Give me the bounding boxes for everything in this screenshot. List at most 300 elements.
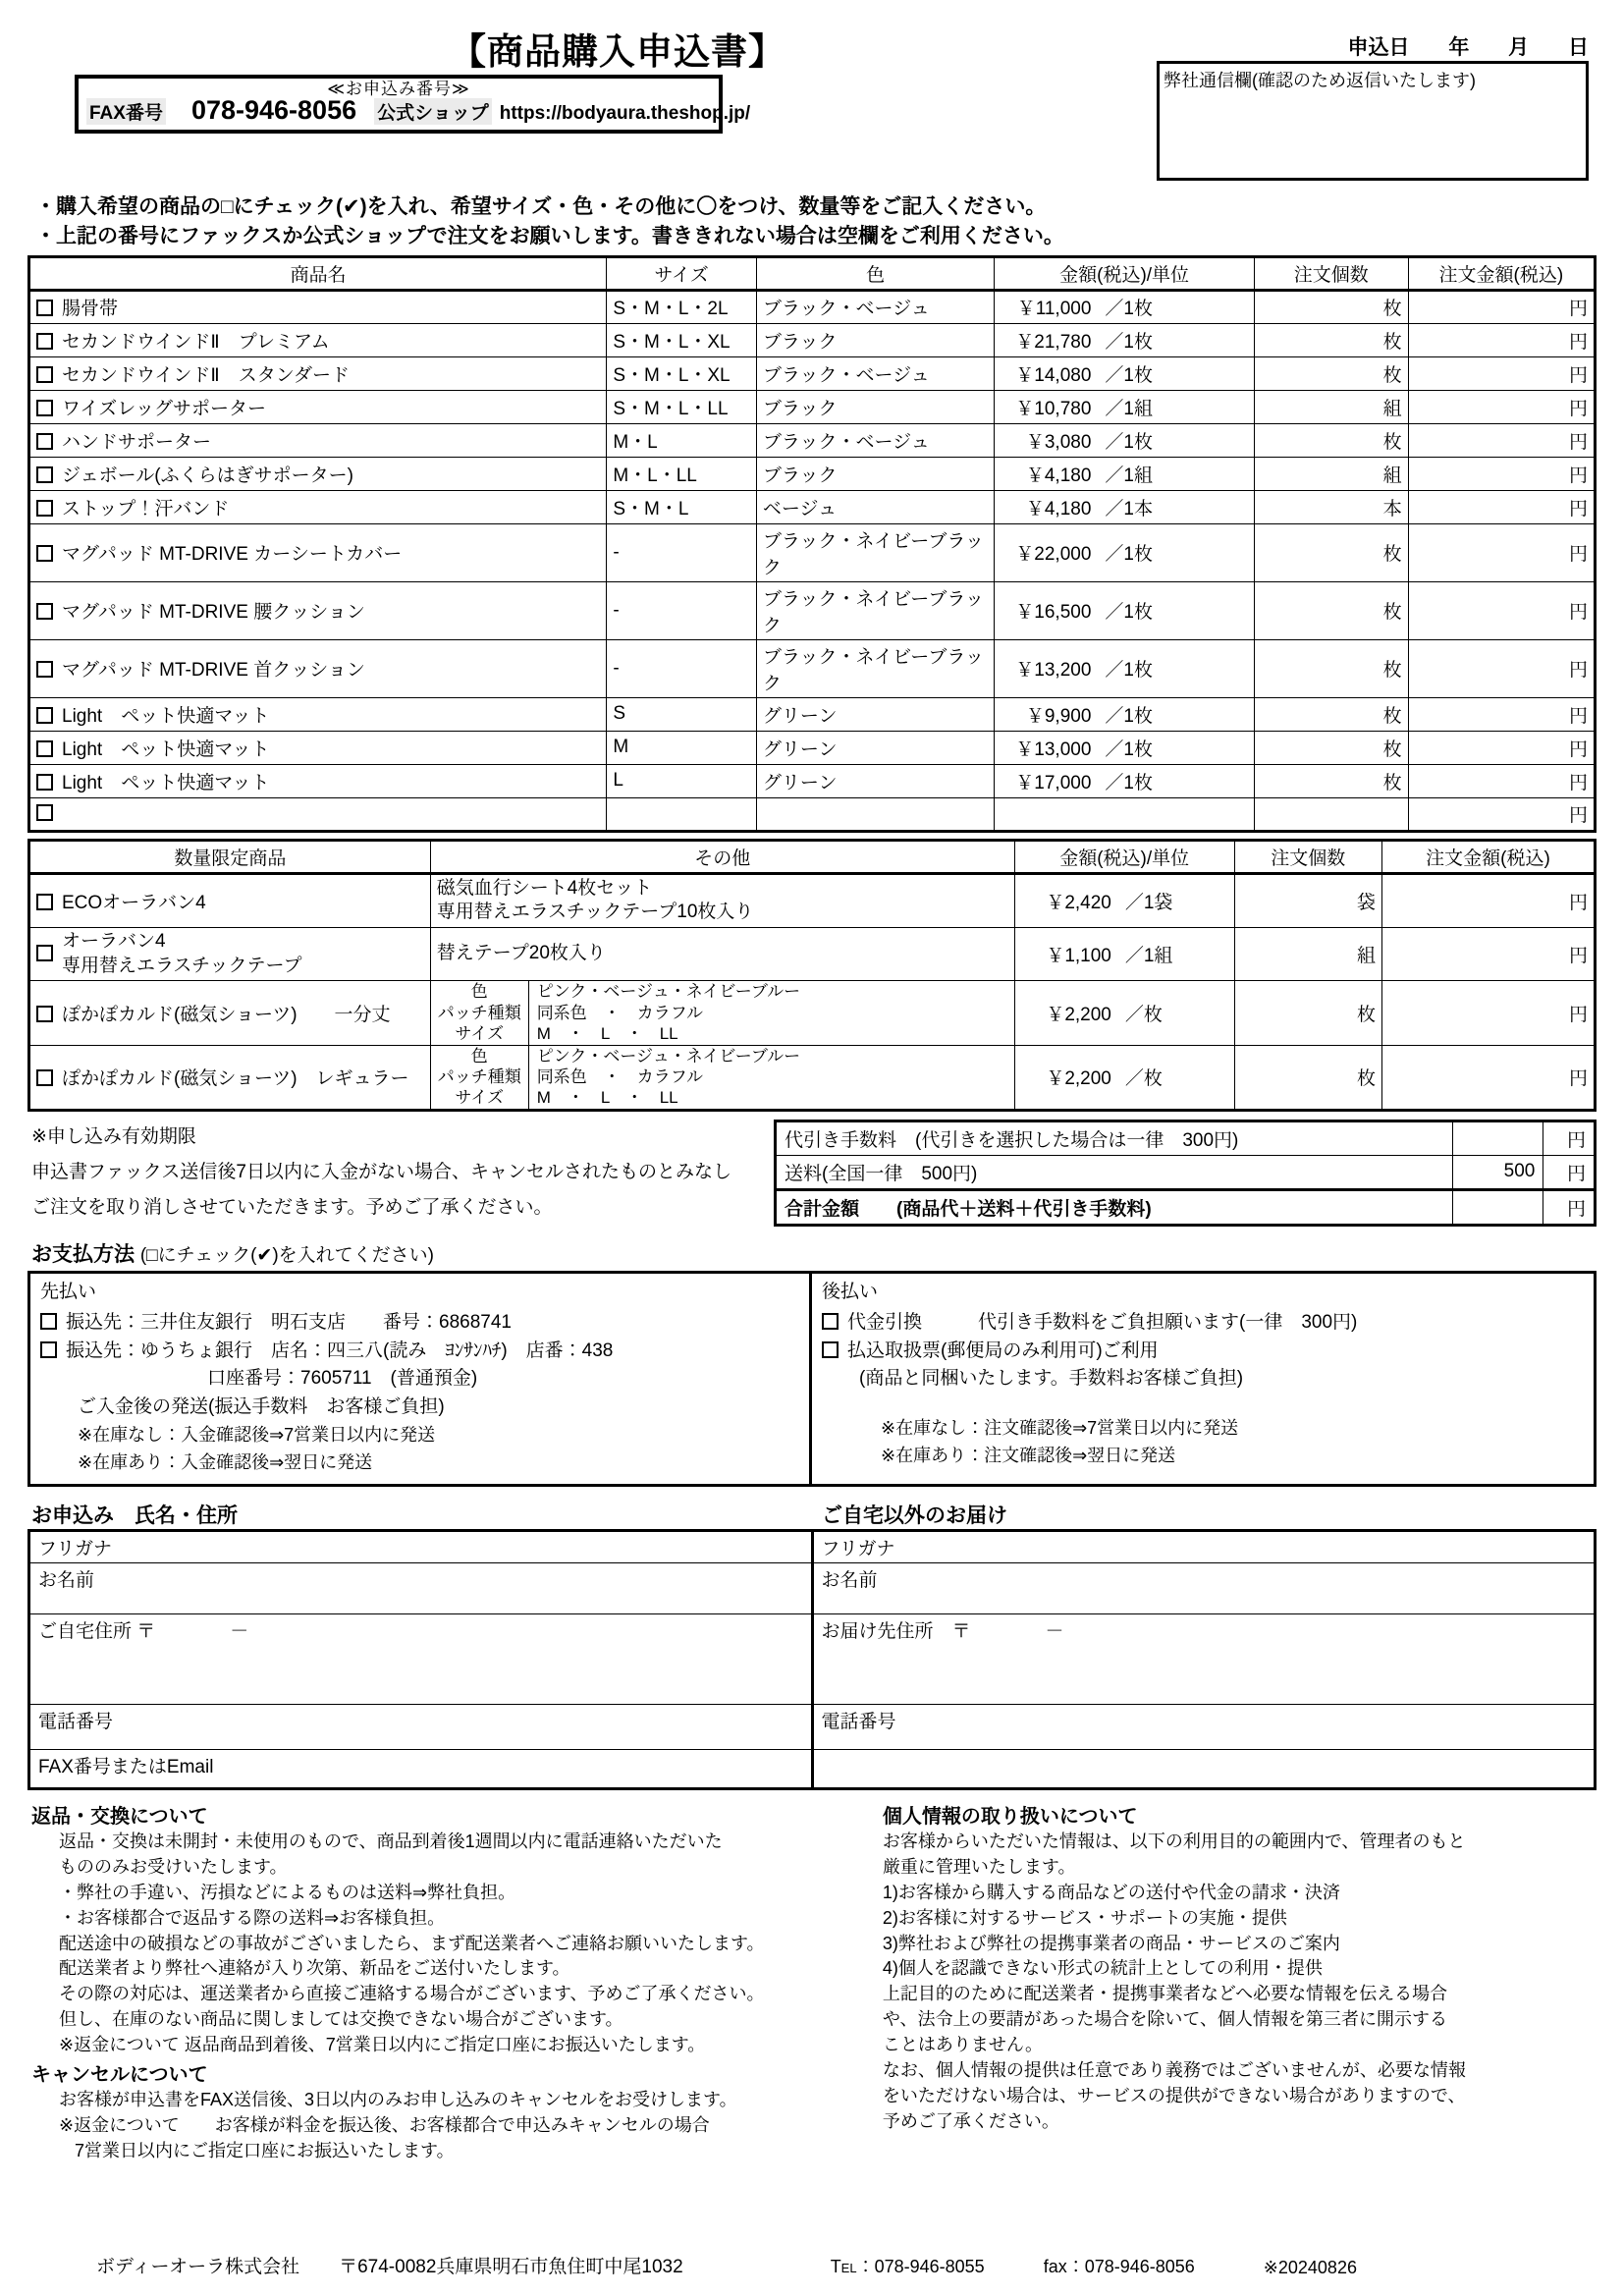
product-price-cell: ￥17,000 ／1枚 (995, 764, 1254, 797)
product-name-label: ハンドサポーター (62, 431, 212, 453)
product-name-label: 腸骨帯 (62, 299, 119, 320)
footer-bar (27, 2252, 1597, 2278)
applicant-field[interactable]: お名前 (29, 1562, 813, 1613)
limited-qty-cell[interactable]: 袋 (1234, 873, 1381, 927)
product-amount-cell[interactable]: 円 (1408, 697, 1595, 731)
limited-qty-cell[interactable]: 枚 (1234, 1045, 1381, 1110)
table-row (29, 1045, 1596, 1110)
table-row (29, 390, 1596, 423)
product-name-cell[interactable] (29, 356, 607, 390)
application-number-label: ≪お申込み番号≫ (327, 80, 470, 98)
product-qty-cell[interactable]: 枚 (1254, 697, 1408, 731)
product-amount-cell[interactable]: 円 (1408, 390, 1595, 423)
product-qty-cell[interactable]: 枚 (1254, 290, 1408, 323)
col-limited-qty: 注文個数 (1234, 840, 1381, 873)
postpay-spacer (822, 1394, 1584, 1415)
product-name-cell[interactable] (29, 797, 607, 831)
limited-qty-cell[interactable]: 組 (1234, 928, 1381, 981)
product-qty-cell[interactable]: 枚 (1254, 731, 1408, 764)
product-price-cell: ￥14,080 ／1枚 (995, 356, 1254, 390)
product-size-cell[interactable] (607, 797, 757, 831)
limited-table-header-row (29, 840, 1596, 873)
product-qty-cell[interactable]: 枚 (1254, 639, 1408, 697)
fax-contact-box (75, 75, 751, 134)
product-price-cell: ￥4,180 ／1組 (995, 457, 1254, 490)
limited-product-name-cell[interactable] (29, 981, 431, 1045)
prepay-option-2[interactable] (40, 1338, 799, 1366)
limited-product-name-label: オーラバン4 専用替えエラスチックテープ (62, 931, 302, 976)
product-name-cell[interactable] (29, 697, 607, 731)
postpay-heading: 後払い (822, 1281, 879, 1302)
col-qty: 注文個数 (1254, 256, 1408, 290)
delivery-field[interactable]: 電話番号 (812, 1704, 1596, 1749)
col-limited-product: 数量限定商品 (29, 840, 431, 873)
shipping-row (776, 1155, 1596, 1189)
spec-value[interactable]: 同系色 ・ カラフル (536, 1067, 704, 1086)
product-name-label: Light ペット快適マット (62, 772, 270, 793)
spec-value[interactable]: M ・ L ・ LL (536, 1024, 678, 1044)
spec-value[interactable]: M ・ L ・ LL (536, 1088, 678, 1108)
postpay-option-2-sub: (商品と同梱いたします。手数料お客様ご負担) (859, 1368, 1244, 1390)
privacy-line: 厳重に管理いたします。 (882, 1856, 1076, 1877)
product-table-header-row (29, 256, 1596, 290)
product-price-cell: ￥13,000 ／1枚 (995, 731, 1254, 764)
privacy-line: 1)お客様から購入する商品などの送付や代金の請求・決済 (882, 1882, 1340, 1902)
cancel-line: お客様が申込書をFAX送信後、3日以内のみお申し込みのキャンセルをお受けします。 (59, 2090, 737, 2110)
cancel-line: 7営業日以内にご指定口座にお振込いたします。 (75, 2140, 455, 2160)
checkbox-icon[interactable] (36, 433, 53, 450)
limited-product-name-label: ぽかぽカルド(磁気ショーツ) レギュラー (62, 1068, 409, 1090)
product-price-cell: ￥16,500 ／1枚 (995, 581, 1254, 639)
product-size-cell[interactable]: M・L (607, 423, 757, 457)
product-price-cell: ￥9,900 ／1枚 (995, 697, 1254, 731)
limited-product-name-cell[interactable] (29, 928, 431, 981)
table-row (29, 356, 1596, 390)
returns-line: 但し、在庫のない商品に関しましては交換できない場合がございます。 (59, 2009, 623, 2030)
grand-total-unit: 円 (1543, 1189, 1596, 1225)
checkbox-icon[interactable] (36, 366, 53, 383)
product-name-label: Light ペット快適マット (62, 705, 270, 727)
product-color-cell[interactable]: ブラック (756, 323, 995, 356)
form-header (27, 10, 1597, 187)
spec-value[interactable]: ピンク・ベージュ・ネイビーブルー (536, 1046, 801, 1066)
product-color-cell[interactable]: ブラック (756, 457, 995, 490)
product-amount-cell[interactable]: 円 (1408, 490, 1595, 523)
shipping-unit: 円 (1543, 1155, 1596, 1189)
applicant-heading: お申込み 氏名・住所 (31, 1503, 238, 1527)
payment-section-title (31, 1238, 1597, 1268)
table-row (29, 290, 1596, 323)
returns-and-cancel-column (27, 1800, 875, 2164)
product-amount-cell[interactable]: 円 (1408, 797, 1595, 831)
product-color-cell[interactable]: グリーン (756, 697, 995, 731)
payment-title-note: (□にチェック(✔)を入れてください) (139, 1244, 434, 1266)
product-color-cell[interactable]: ブラック・ネイビーブラック (756, 639, 995, 697)
checkbox-icon[interactable] (822, 1313, 839, 1330)
checkbox-icon[interactable] (36, 1069, 53, 1086)
product-amount-cell[interactable]: 円 (1408, 457, 1595, 490)
cancel-heading: キャンセルについて (31, 2064, 208, 2087)
col-amount: 注文金額(税込) (1408, 256, 1595, 290)
delivery-field[interactable]: フリガナ (812, 1530, 1596, 1562)
limited-price-cell: ￥2,420 ／1袋 (1014, 873, 1234, 927)
limited-other-cell[interactable] (430, 981, 1014, 1045)
privacy-line: や、法令上の要請があった場合を除いて、個人情報を第三者に開示する (882, 2009, 1448, 2030)
checkbox-icon[interactable] (40, 1341, 57, 1358)
spec-key: 色 (431, 1046, 529, 1066)
returns-line: 配送途中の破損などの事故がございましたら、まず配送業者へご連絡お願いいたします。 (59, 1933, 765, 1953)
product-price-cell: ￥10,780 ／1組 (995, 390, 1254, 423)
privacy-line: なお、個人情報の提供は任意であり義務ではございませんが、必要な情報 (882, 2060, 1466, 2081)
product-color-cell[interactable]: ブラック・ベージュ (756, 290, 995, 323)
product-qty-cell[interactable] (1254, 797, 1408, 831)
col-limited-price-unit: 金額(税込)/単位 (1014, 840, 1234, 873)
address-row (29, 1530, 1596, 1562)
cod-fee-row (776, 1121, 1596, 1155)
returns-line: ・弊社の手違い、汚損などによるものは送料⇒弊社負担。 (59, 1882, 516, 1902)
limited-price-cell: ￥2,200 ／枚 (1014, 981, 1234, 1045)
company-tel: Tel：078-946-8055 (830, 2257, 985, 2276)
product-amount-cell[interactable]: 円 (1408, 639, 1595, 697)
table-row (29, 731, 1596, 764)
product-color-cell[interactable]: ブラック・ネイビーブラック (756, 581, 995, 639)
company-address: 〒674-0082兵庫県明石市魚住町中尾1032 (339, 2257, 683, 2277)
revision-code: ※20240826 (1263, 2258, 1357, 2277)
applicant-field[interactable]: ご自宅住所 〒 － (29, 1613, 813, 1704)
product-size-cell[interactable]: S・M・L・LL (607, 390, 757, 423)
table-row (29, 581, 1596, 639)
privacy-line: 3)弊社および弊社の提携事業者の商品・サービスのご案内 (882, 1933, 1340, 1953)
product-name-cell[interactable] (29, 764, 607, 797)
postpay-option-2[interactable] (822, 1338, 1584, 1366)
product-size-cell[interactable]: M (607, 731, 757, 764)
product-name-label: マグパッド MT-DRIVE 腰クッション (62, 602, 365, 624)
year-label[interactable]: 年 (1448, 36, 1470, 59)
table-row (29, 797, 1596, 831)
product-price-cell: ￥4,180 ／1本 (995, 490, 1254, 523)
product-name-label: ストップ！汗バンド (62, 498, 230, 519)
returns-line: ・お客様都合で返品する際の送料⇒お客様負担。 (59, 1907, 446, 1928)
prepay-account-number: 口座番号：7605711 (普通預金) (207, 1368, 478, 1390)
checkbox-icon[interactable] (36, 603, 53, 620)
fax-number-label: FAX番号 (86, 98, 166, 125)
address-row (29, 1562, 1596, 1613)
prepay-note-2: ※在庫なし：入金確認後⇒7営業日以内に発送 (78, 1425, 436, 1446)
address-row (29, 1704, 1596, 1749)
other-line: 専用替えエラスチックテープ10枚入り (436, 902, 754, 923)
privacy-heading: 個人情報の取り扱いについて (882, 1805, 1138, 1828)
limited-qty-cell[interactable]: 枚 (1234, 981, 1381, 1045)
instruction-line-1: ・購入希望の商品の□にチェック(✔)を入れ、希望サイズ・色・その他に〇をつけ、数量等をご記入ください。 (35, 195, 1047, 218)
official-shop-url[interactable]: https://bodyaura.theshop.jp/ (499, 103, 751, 124)
privacy-line: 上記目的のために配送業者・提携事業者などへ必要な情報を伝える場合 (882, 1984, 1448, 2004)
cod-fee-unit: 円 (1543, 1121, 1596, 1155)
product-qty-cell[interactable]: 枚 (1254, 581, 1408, 639)
validity-and-totals (27, 1120, 1597, 1227)
instructions-block (35, 192, 1597, 251)
limited-amount-cell[interactable]: 円 (1381, 981, 1595, 1045)
prepay-column (30, 1274, 812, 1484)
validity-line-1: 申込書ファックス送信後7日以内に入金がない場合、キャンセルされたものとみなし (31, 1161, 731, 1182)
payment-title-text: お支払方法 (31, 1242, 135, 1266)
product-amount-cell[interactable]: 円 (1408, 764, 1595, 797)
product-name-cell[interactable] (29, 423, 607, 457)
other-line: 磁気血行シート4枚セット (436, 877, 653, 899)
applicant-field[interactable]: 電話番号 (29, 1704, 813, 1749)
product-name-cell[interactable] (29, 390, 607, 423)
spec-value[interactable]: ピンク・ベージュ・ネイビーブルー (536, 982, 801, 1002)
product-amount-cell[interactable]: 円 (1408, 731, 1595, 764)
product-name-cell[interactable] (29, 323, 607, 356)
product-size-cell[interactable]: - (607, 523, 757, 581)
product-size-cell[interactable]: L (607, 764, 757, 797)
product-name-cell[interactable] (29, 523, 607, 581)
validity-block (27, 1120, 774, 1227)
grand-total-value[interactable] (1452, 1189, 1543, 1225)
product-size-cell[interactable]: S・M・L (607, 490, 757, 523)
address-headings (27, 1500, 1597, 1529)
checkbox-icon[interactable] (36, 894, 53, 910)
checkbox-icon[interactable] (36, 500, 53, 517)
product-color-cell[interactable]: ベージュ (756, 490, 995, 523)
product-amount-cell[interactable]: 円 (1408, 290, 1595, 323)
product-size-cell[interactable]: S・M・L・2L (607, 290, 757, 323)
returns-line: 返品・交換は未開封・未使用のもので、商品到着後1週間以内に電話連絡いただいた (59, 1831, 723, 1851)
postpay-option-1-label: 代金引換 代引き手数料をご負担願います(一律 300円) (847, 1311, 1358, 1333)
privacy-line: お客様からいただいた情報は、以下の利用目的の範囲内で、管理者のもと (882, 1831, 1466, 1851)
returns-heading: 返品・交換について (31, 1805, 208, 1828)
grand-total-row (776, 1189, 1596, 1225)
product-color-cell[interactable]: ブラック・ベージュ (756, 356, 995, 390)
postpay-option-2-label: 払込取扱票(郵便局のみ利用可)ご利用 (847, 1339, 1159, 1361)
limited-product-name-label: ぽかぽカルド(磁気ショーツ) 一分丈 (62, 1004, 391, 1025)
product-price-cell: ￥13,200 ／1枚 (995, 639, 1254, 697)
limited-other-cell[interactable] (430, 873, 1014, 927)
product-amount-cell[interactable]: 円 (1408, 523, 1595, 581)
checkbox-icon[interactable] (40, 1313, 57, 1330)
page-title: 【商品購入申込書】 (450, 31, 785, 72)
product-color-cell[interactable]: グリーン (756, 764, 995, 797)
spec-key: 色 (431, 981, 529, 1002)
product-qty-cell[interactable]: 組 (1254, 390, 1408, 423)
product-name-cell[interactable] (29, 731, 607, 764)
product-amount-cell[interactable]: 円 (1408, 423, 1595, 457)
address-table (27, 1529, 1597, 1790)
checkbox-icon[interactable] (36, 1006, 53, 1022)
day-label[interactable]: 日 (1568, 36, 1589, 59)
returns-line: その際の対応は、運送業者から直接ご連絡する場合がございます、予めご了承ください。 (59, 1984, 765, 2004)
company-memo-label: 弊社通信欄(確認のため返信いたします) (1164, 71, 1476, 90)
product-name-cell[interactable] (29, 490, 607, 523)
product-color-cell[interactable] (756, 797, 995, 831)
col-color: 色 (756, 256, 995, 290)
prepay-option-1-label: 振込先：三井住友銀行 明石支店 番号：6868741 (66, 1311, 512, 1333)
product-amount-cell[interactable]: 円 (1408, 581, 1595, 639)
product-name-label: マグパッド MT-DRIVE 首クッション (62, 660, 365, 682)
product-size-cell[interactable]: - (607, 639, 757, 697)
privacy-line: 4)個人を認識できない形式の統計上としての利用・提供 (882, 1958, 1323, 1979)
product-name-cell[interactable] (29, 639, 607, 697)
company-memo-box (1157, 61, 1589, 181)
product-size-cell[interactable]: S (607, 697, 757, 731)
returns-line: ※返金について 返品商品到着後、7営業日以内にご指定口座にお振込いたします。 (59, 2035, 706, 2055)
fax-number-value: 078-946-8056 (190, 95, 357, 125)
col-price-unit: 金額(税込)/単位 (995, 256, 1254, 290)
limited-price-cell: ￥2,200 ／枚 (1014, 1045, 1234, 1110)
col-product-name: 商品名 (29, 256, 607, 290)
delivery-field[interactable] (812, 1749, 1596, 1788)
product-qty-cell[interactable]: 枚 (1254, 356, 1408, 390)
application-date-row (1347, 31, 1589, 61)
company-fax: fax：078-946-8056 (1043, 2257, 1195, 2276)
product-name-cell[interactable] (29, 457, 607, 490)
month-label[interactable]: 月 (1508, 36, 1530, 59)
product-table (27, 255, 1597, 833)
validity-title: ※申し込み有効期限 (31, 1125, 196, 1147)
checkbox-icon[interactable] (36, 804, 53, 821)
checkbox-icon[interactable] (36, 333, 53, 350)
postpay-option-1[interactable] (822, 1309, 1584, 1338)
table-row (29, 981, 1596, 1045)
checkbox-icon[interactable] (36, 740, 53, 757)
checkbox-icon[interactable] (822, 1341, 839, 1358)
table-row (29, 457, 1596, 490)
spec-key: パッチ種類 (431, 1066, 529, 1087)
limited-other-cell[interactable] (430, 928, 1014, 981)
shipping-label: 送料(全国一律 500円) (776, 1155, 1453, 1189)
prepay-option-2-label: 振込先：ゆうちょ銀行 店名：四三八(読み ﾖﾝｻﾝﾊﾁ) 店番：438 (66, 1339, 614, 1361)
product-name-cell[interactable] (29, 581, 607, 639)
shipping-value[interactable]: 500 (1452, 1155, 1543, 1189)
application-date-label: 申込日 (1347, 36, 1410, 59)
checkbox-icon[interactable] (36, 545, 53, 562)
cod-fee-label: 代引き手数料 (代引きを選択した場合は一律 300円) (776, 1121, 1453, 1155)
table-row (29, 423, 1596, 457)
applicant-field[interactable]: フリガナ (29, 1530, 813, 1562)
col-size: サイズ (607, 256, 757, 290)
other-line: 替えテープ20枚入り (436, 943, 606, 964)
product-price-cell: ￥21,780 ／1枚 (995, 323, 1254, 356)
product-name-label: セカンドウインドⅡ プレミアム (62, 331, 330, 353)
prepay-note-3: ※在庫あり：入金確認後⇒翌日に発送 (78, 1451, 373, 1472)
product-qty-cell[interactable]: 枚 (1254, 523, 1408, 581)
returns-line: もののみお受けいたします。 (59, 1856, 288, 1877)
delivery-field[interactable]: お届け先住所 〒 － (812, 1613, 1596, 1704)
table-row (29, 490, 1596, 523)
product-name-label: ワイズレッグサポーター (62, 398, 267, 419)
product-size-cell[interactable]: S・M・L・XL (607, 356, 757, 390)
prepay-option-1[interactable] (40, 1309, 799, 1338)
product-name-label: マグパッド MT-DRIVE カーシートカバー (62, 544, 403, 566)
checkbox-icon[interactable] (36, 707, 53, 724)
product-price-cell: ￥3,080 ／1枚 (995, 423, 1254, 457)
limited-product-name-cell[interactable] (29, 1045, 431, 1110)
prepay-note-1: ご入金後の発送(振込手数料 お客様ご負担) (78, 1396, 445, 1418)
col-other: その他 (430, 840, 1014, 873)
checkbox-icon[interactable] (36, 945, 53, 961)
privacy-line: をいただけない場合は、サービスの提供ができない場合がありますので、 (882, 2085, 1466, 2105)
grand-total-label: 合計金額 (商品代＋送料＋代引き手数料) (776, 1189, 1453, 1225)
product-color-cell[interactable]: ブラック (756, 390, 995, 423)
privacy-column (875, 1800, 1597, 2164)
product-qty-cell[interactable]: 本 (1254, 490, 1408, 523)
instruction-line-2: ・上記の番号にファックスか公式ショップで注文をお願いします。書ききれない場合は空欄をご利用ください。 (35, 224, 1064, 247)
postpay-column (812, 1274, 1594, 1484)
product-name-label: ジェボール(ふくらはぎサポーター) (62, 465, 353, 486)
product-price-cell: ￥11,000 ／1枚 (995, 290, 1254, 323)
product-qty-cell[interactable]: 枚 (1254, 423, 1408, 457)
checkbox-icon[interactable] (36, 400, 53, 416)
prepay-heading: 先払い (40, 1281, 97, 1302)
company-name: ボディーオーラ株式会社 (96, 2257, 300, 2277)
table-row (29, 323, 1596, 356)
product-color-cell[interactable]: ブラック・ネイビーブラック (756, 523, 995, 581)
product-color-cell[interactable]: ブラック・ベージュ (756, 423, 995, 457)
product-amount-cell[interactable]: 円 (1408, 356, 1595, 390)
product-size-cell[interactable]: - (607, 581, 757, 639)
limited-amount-cell[interactable]: 円 (1381, 1045, 1595, 1110)
limited-product-name-label: ECOオーラバン4 (62, 892, 206, 913)
totals-table (774, 1120, 1597, 1227)
privacy-line: 予めご了承ください。 (882, 2110, 1059, 2131)
applicant-field[interactable]: FAX番号またはEmail (29, 1749, 813, 1788)
table-row (29, 697, 1596, 731)
table-row (29, 523, 1596, 581)
product-color-cell[interactable]: グリーン (756, 731, 995, 764)
product-amount-cell[interactable]: 円 (1408, 323, 1595, 356)
spec-key: パッチ種類 (431, 1003, 529, 1023)
delivery-heading: ご自宅以外のお届け (822, 1503, 1007, 1527)
limited-other-cell[interactable] (430, 1045, 1014, 1110)
table-row (29, 928, 1596, 981)
product-name-cell[interactable] (29, 290, 607, 323)
limited-price-cell: ￥1,100 ／1組 (1014, 928, 1234, 981)
checkbox-icon[interactable] (36, 466, 53, 483)
product-name-label: Light ペット快適マット (62, 738, 270, 760)
checkbox-icon[interactable] (36, 661, 53, 678)
official-shop-label: 公式ショップ (374, 98, 492, 125)
table-row (29, 764, 1596, 797)
spec-key: サイズ (431, 1087, 529, 1108)
returns-line: 配送業者より弊社へ連絡が入り次第、新品をご送付いたします。 (59, 1958, 570, 1979)
product-size-cell[interactable]: S・M・L・XL (607, 323, 757, 356)
delivery-field[interactable]: お名前 (812, 1562, 1596, 1613)
product-qty-cell[interactable]: 枚 (1254, 764, 1408, 797)
product-price-cell (995, 797, 1254, 831)
payment-methods-box (27, 1271, 1597, 1487)
privacy-line: 2)お客様に対するサービス・サポートの実施・提供 (882, 1907, 1287, 1928)
validity-line-2: ご注文を取り消しさせていただきます。予めご了承ください。 (31, 1197, 553, 1218)
table-row (29, 873, 1596, 927)
checkbox-icon[interactable] (36, 300, 53, 316)
limited-amount-cell[interactable]: 円 (1381, 928, 1595, 981)
privacy-line: ことはありません。 (882, 2035, 1043, 2055)
limited-amount-cell[interactable]: 円 (1381, 873, 1595, 927)
product-size-cell[interactable]: M・L・LL (607, 457, 757, 490)
postpay-note-3: ※在庫あり：注文確認後⇒翌日に発送 (881, 1445, 1176, 1465)
product-name-label: セカンドウインドⅡ スタンダード (62, 364, 351, 386)
cancel-line: ※返金について お客様が料金を振込後、お客様都合で申込みキャンセルの場合 (59, 2114, 710, 2135)
col-limited-amount: 注文金額(税込) (1381, 840, 1595, 873)
spec-value[interactable]: 同系色 ・ カラフル (536, 1003, 704, 1022)
spec-key: サイズ (431, 1023, 529, 1044)
product-qty-cell[interactable]: 組 (1254, 457, 1408, 490)
product-qty-cell[interactable]: 枚 (1254, 323, 1408, 356)
checkbox-icon[interactable] (36, 774, 53, 791)
cod-fee-value[interactable] (1452, 1121, 1543, 1155)
postpay-note-2: ※在庫なし：注文確認後⇒7営業日以内に発送 (881, 1418, 1239, 1439)
limited-product-name-cell[interactable] (29, 873, 431, 927)
